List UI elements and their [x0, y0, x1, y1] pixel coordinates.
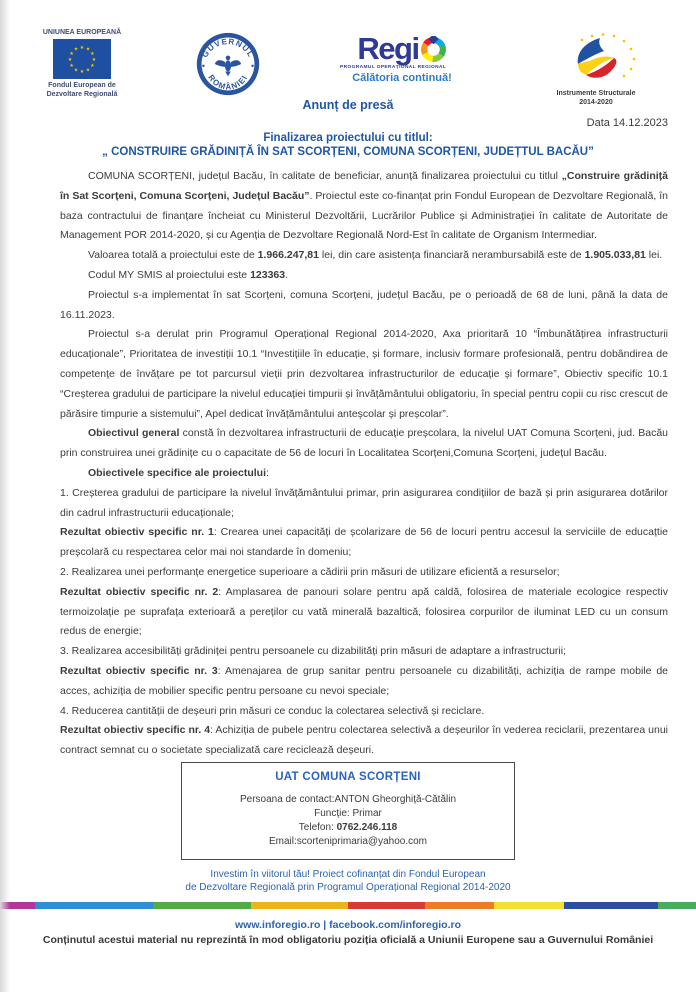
paragraph [60, 563, 668, 583]
regio-subtitle: PROGRAMUL OPERAȚIONAL REGIONAL [340, 65, 447, 70]
bold-text-run: 123363 [250, 268, 286, 281]
text-run: Persoana de contact:ANTON Gheorghiță-Cătălin [239, 794, 457, 805]
date-label: Data 14.12.2023 [586, 117, 668, 129]
color-bar-segment [348, 902, 425, 909]
is-caption-1: Instrumente Structurale [556, 90, 636, 97]
regio-tagline: Călătoria continuă! [352, 72, 452, 84]
text-run: lei, din care asistența financiară nerambursabilă este de [318, 249, 585, 262]
paragraph [60, 325, 668, 424]
government-seal-logo [188, 30, 268, 103]
contact-line [188, 807, 508, 821]
text-run: Codul MY SMIS al proiectului este [88, 268, 251, 281]
bold-text-run: „Construire grădiniță în Sat Scorțeni, Comuna Scorțeni, Județul Bacău” [60, 170, 668, 202]
color-bar-segment [153, 902, 250, 909]
bold-text-run: Obiectivele specifice ale proiectului [88, 466, 266, 479]
text-run: : Achiziția de pubele pentru colectarea selectivă a deșeurilor în vederea reciclarii, prezentarea unui contract semnat cu o societate specializată care reciclează deșeuri. [60, 724, 668, 757]
contact-line [188, 835, 508, 849]
text-run: : [266, 466, 269, 479]
project-title-heading: „ CONSTRUIRE GRĂDINIȚĂ ÎN SAT SCORȚENI, COMUNA SCORȚENI, JUDEȚTUL BACĂU” [102, 146, 594, 158]
paragraph [60, 246, 668, 266]
bold-text-run: Rezultat obiectiv specific nr. 1 [60, 526, 214, 539]
bold-text-run: Rezultat obiectiv specific nr. 4 [60, 724, 211, 737]
color-bar-segment [564, 902, 658, 909]
regio-logo [322, 31, 482, 84]
text-run: Valoarea totală a proiectului este de [88, 249, 258, 262]
text-run: COMUNA SCORȚENI, județul Bacău, în calitate de beneficiar, anunță finalizarea proiectului cu titlul [88, 170, 562, 182]
svg-text:★: ★ [69, 51, 74, 57]
color-bar-segment [494, 902, 564, 909]
invest-slogan-line1: Investim în viitorul tău! Proiect cofinanțat din Fondul European [210, 869, 486, 880]
government-seal-icon [194, 30, 262, 98]
text-run: lei. [645, 249, 663, 262]
paragraph [60, 523, 668, 563]
paragraph [60, 484, 668, 524]
gov-seal-bottom-text: ROMÂNIEI [206, 73, 250, 92]
eu-flag-logo [30, 28, 134, 99]
text-run: 3. Realizarea accesibilități grădiniței pentru persoanele cu dizabilități prin măsuri de adaptare a infrastructurii; [60, 645, 567, 658]
invest-slogan [0, 868, 696, 894]
press-release-heading: Anunț de presă [302, 98, 394, 112]
svg-text:★: ★ [67, 57, 73, 63]
bold-text-run: Obiectivul general [88, 427, 180, 440]
color-bar-segment [35, 902, 153, 909]
bold-text-run: 1.905.033,81 [584, 249, 646, 262]
footer-color-bar [0, 902, 696, 909]
text-run: 4. Reducerea cantității de deșeuri prin măsuri ce conduc la colectarea selectivă și reciclare. [60, 704, 485, 717]
eu-flag-icon [53, 39, 111, 79]
footer-links: www.inforegio.ro | facebook.com/inforegio.ro [235, 919, 461, 931]
text-run: Telefon: [298, 822, 337, 833]
text-run: Email:scorteniprimaria@yahoo.com [269, 836, 427, 847]
svg-text:★: ★ [73, 67, 79, 74]
bold-text-run: Rezultat obiectiv specific nr. 2 [60, 585, 219, 598]
color-bar-segment [658, 902, 696, 909]
svg-text:★: ★ [69, 63, 74, 69]
contact-line [188, 821, 508, 835]
invest-slogan-line2: de Dezvoltare Regională prin Programul Operațional Regional 2014-2020 [185, 882, 511, 893]
paragraph [60, 702, 668, 722]
text-run: Proiectul s-a derulat prin Programul Operațional Regional 2014-2020, Axa prioritară 10 “Îmbunătățirea infrastructurii educaționale”, Prioritatea de investiții 10.1 “Investițiile în educație, și formare, inclusiv formare profesională, pentru dobândirea de competențe de învățare pe tot parcursul vieții prin dezvoltarea infrastructurilor de educație și formare”, Obiectiv specific 10.1 “Creșterea gradului de participare la nivelul educației timpurii și învățământului obligatoriu, în special pentru copii cu risc crescut de părăsire timpurie a sistemului”, Apel dedicat învățământului anteșcolar și preșcolar”. [60, 328, 668, 420]
regio-wordmark: Regi [357, 31, 419, 66]
text-run: constă în dezvoltarea infrastructurii de educație preșcolara, la nivelul UAT Comuna Scorțeni, jud. Bacău prin construirea unei grădinițe cu o capacitate de 56 de locuri în Localitatea Scorțeni,Comuna Scorțeni, județul Bacău. [60, 427, 668, 460]
color-bar-segment [425, 902, 495, 909]
svg-text:★: ★ [85, 46, 91, 53]
contact-box-title: UAT COMUNA SCORȚENI [275, 771, 421, 783]
color-bar-segment [251, 902, 348, 909]
text-run: : Crearea unei capacități de școlarizare de 56 de locuri pentru accesul la serviciile de educațtie preșcolară cu respectarea celor mai noi standarde în domeniu; [60, 526, 668, 559]
bold-text-run: 0762.246.118 [336, 822, 398, 833]
text-run: Proiectul s-a implementat în sat Scorțeni, comuna Scorțeni, județul Bacău, pe o perioadă de 68 de luni, până la data de 16.11.2023. [60, 288, 668, 321]
text-run: 2. Realizarea unei performanțe energetice superioare a cădirii prin măsuri de utilizare eficientă a resurselor; [60, 565, 560, 578]
paragraph [60, 662, 668, 702]
instrumente-structurale-icon [548, 32, 644, 84]
paragraph [60, 464, 668, 484]
finalization-heading: Finalizarea proiectului cu titlul: [263, 132, 433, 144]
text-run: . [285, 268, 289, 281]
text-run: 1. Creșterea gradului de participare la nivelul învățământului primar, prin asigurarea condițiilor de bază și prin asigurarea dotărilor din cadrul infrastructurii educaționale; [60, 486, 668, 519]
text-run: : Amplasarea de panouri solare pentru apă caldă, folosirea de materiale ecologice respectiv termoizolație pe suprafața exterioară a pereților cu vată minerală bazaltică, folosirea corpurilor de iluminat LED cu un consum redus de energie; [60, 585, 668, 638]
text-run: . Proiectul este co-finanțat prin Fondul European de Dezvoltare Regională, în baza contractului de finanțare încheiat cu Ministerul Dezvoltării, Lucrărilor Publice și Administrației în calitate de Autoritate de Management POR 2014-2020, și cu Agenția de Dezvoltare Regională Nord-Est în calitate de Organism Intermediar. [60, 189, 668, 242]
footer-disclaimer: Conținutul acestui material nu reprezintă în mod obligatoriu poziția oficială a Uniunii Europene sau a Guvernului României [42, 934, 654, 946]
svg-text:★: ★ [90, 63, 95, 69]
svg-text:★: ★ [90, 51, 95, 57]
svg-text:★: ★ [73, 46, 79, 53]
text-run: : Amenajarea de grup sanitar pentru persoanele cu dizabilități, achiziția de rampe mobile de acces, achiziția de mobilier specific pentru persoane cu nevoi speciale; [60, 664, 669, 697]
color-bar-segment [0, 902, 35, 909]
paragraph [60, 642, 668, 662]
paragraph [60, 424, 668, 464]
paragraph [60, 167, 668, 246]
text-run: Funcție: Primar [314, 808, 382, 819]
body-paragraphs [0, 158, 696, 758]
eu-logo-bottom-caption-2: Dezvoltare Regională [46, 91, 118, 98]
contact-line [188, 793, 508, 807]
instrumente-structurale-logo [536, 32, 656, 107]
paragraph [60, 721, 668, 758]
svg-text:★: ★ [91, 57, 97, 63]
bold-text-run: Rezultat obiectiv specific nr. 3 [60, 664, 218, 677]
gov-seal-top-text: GUVERNUL [200, 36, 256, 60]
contact-lines [188, 793, 508, 849]
eu-logo-bottom-caption-1: Fondul European de [48, 82, 116, 89]
svg-text:★: ★ [79, 69, 85, 75]
regio-color-wheel-icon [420, 36, 447, 63]
paragraph [60, 286, 668, 326]
svg-text:★: ★ [85, 67, 91, 74]
is-caption-2: 2014-2020 [579, 99, 613, 106]
paragraph [60, 583, 668, 642]
contact-box [181, 762, 515, 860]
svg-text:★: ★ [79, 45, 85, 51]
paragraph [60, 266, 668, 286]
eu-logo-top-caption: UNIUNEA EUROPEANĂ [42, 29, 122, 36]
bold-text-run: 1.966.247,81 [257, 249, 319, 262]
